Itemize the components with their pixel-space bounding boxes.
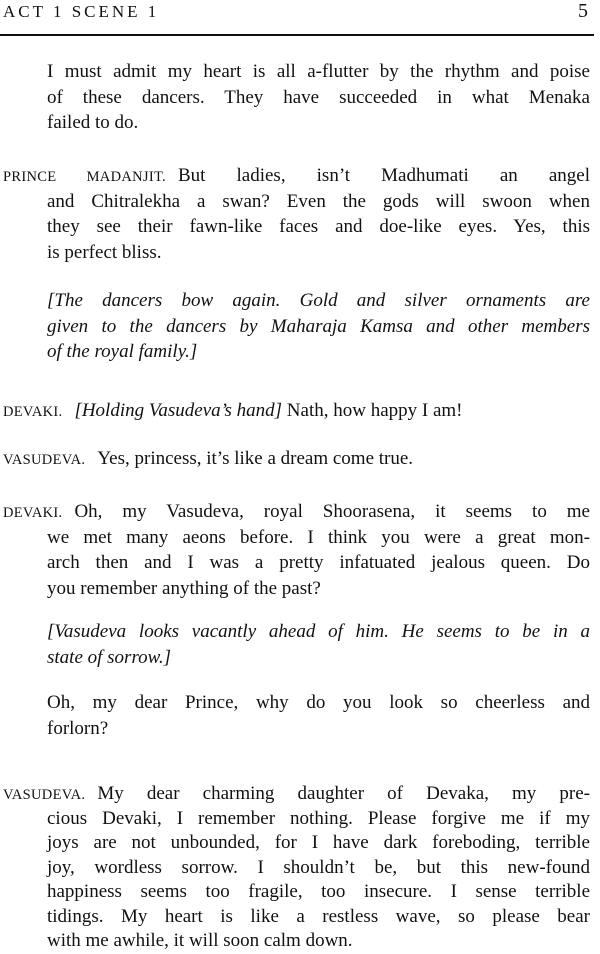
stage-direction-text: [The dancers bow again. Gold and silver ornaments are: [47, 290, 590, 311]
speech-block: [0, 59, 590, 136]
dialogue-text: arch then and I was a pretty infatuated jealous queen. Do: [47, 552, 590, 573]
speech-block: [0, 499, 590, 601]
dialogue-text: Oh, my dear Prince, why do you look so cheerless and: [47, 692, 590, 713]
text-line: [0, 398, 590, 424]
text-line: [0, 782, 590, 807]
text-line: [0, 807, 590, 832]
text-line: [0, 240, 590, 266]
stage-direction-text: given to the dancers by Maharaja Kamsa and other members: [47, 315, 590, 337]
stage-direction-text: [Vasudeva looks vacantly ahead of him. He seems to be in a: [47, 621, 590, 642]
text-line: [0, 905, 590, 930]
dialogue-text: you remember anything of the past?: [47, 577, 321, 599]
speech-block: [0, 690, 590, 741]
text-line: [0, 690, 590, 716]
speech-block: [0, 163, 590, 265]
dialogue-text: failed to do.: [47, 112, 139, 133]
text-line: [0, 856, 590, 881]
dialogue-text: My dear charming daughter of Devaka, my pre-: [97, 783, 590, 804]
dialogue-text: Oh, my Vasudeva, royal Shoorasena, it seems to me: [74, 501, 590, 522]
text-line: [0, 339, 590, 365]
text-line: [0, 288, 590, 314]
dialogue-text: and Chitralekha a swan? Even the gods will swoon when: [47, 190, 590, 212]
page-number: 5: [578, 0, 588, 22]
dialogue-text: of these dancers. They have succeeded in what Menaka: [47, 86, 590, 108]
speech-block: [0, 446, 590, 472]
speaker-name: VASUDEVA.: [3, 787, 86, 803]
speech-block: [0, 398, 590, 424]
stage-direction-text: of the royal family.]: [47, 341, 198, 362]
header-rule: [0, 34, 594, 36]
speaker-name: PRINCE MADANJIT.: [3, 169, 166, 185]
dialogue-text: cious Devaki, I remember nothing. Please forgive me if my: [47, 807, 590, 829]
text-line: [0, 525, 590, 551]
text-line: [0, 619, 590, 645]
dialogue-text: joys are not unbounded, for I have dark foreboding, terrible: [47, 832, 590, 853]
dialogue-text: with me awhile, it will soon calm down.: [47, 930, 353, 951]
dialogue-text: we met many aeons before. I think you were a great mon-: [47, 526, 590, 548]
text-line: [0, 110, 590, 136]
speaker-name: DEVAKI.: [3, 404, 63, 420]
text-line: [0, 163, 590, 189]
text-line: [0, 716, 590, 742]
dialogue-text: tidings. My heart is like a restless wave, so please bear: [47, 905, 590, 927]
dialogue-text: I must admit my heart is all a-flutter by the rhythm and poise: [47, 61, 590, 82]
stage-direction: [0, 619, 590, 670]
text-line: [0, 59, 590, 85]
dialogue-text: Nath, how happy I am!: [282, 400, 463, 421]
dialogue-text: joy, wordless sorrow. I shouldn’t be, but this new-found: [47, 856, 590, 878]
text-line: [0, 499, 590, 525]
text-line: [0, 446, 590, 472]
text-line: [0, 214, 590, 240]
speaker-name: VASUDEVA.: [3, 452, 86, 468]
running-head: ACT 1 SCENE 1: [3, 2, 160, 21]
dialogue-text: happiness seems too fragile, too insecure. I sense terrible: [47, 881, 590, 902]
dialogue-text: But ladies, isn’t Madhumati an angel: [177, 165, 590, 186]
speaker-name: DEVAKI.: [3, 505, 63, 521]
text-line: [0, 929, 590, 954]
text-line: [0, 85, 590, 111]
speech-block: [0, 782, 590, 954]
stage-direction: [0, 288, 590, 365]
stage-direction-text: state of sorrow.]: [47, 646, 172, 668]
text-line: [0, 189, 590, 215]
dialogue-text: they see their fawn-like faces and doe-like eyes. Yes, this: [47, 216, 590, 237]
text-line: [0, 831, 590, 856]
text-line: [0, 880, 590, 905]
dialogue-text: forlorn?: [47, 717, 109, 739]
dialogue-text: Yes, princess, it’s like a dream come true.: [97, 448, 414, 469]
text-line: [0, 550, 590, 576]
stage-direction-text: [Holding Vasudeva’s hand]: [74, 400, 283, 421]
text-line: [0, 645, 590, 671]
text-line: [0, 576, 590, 602]
text-line: [0, 314, 590, 340]
dialogue-text: is perfect bliss.: [47, 241, 162, 263]
